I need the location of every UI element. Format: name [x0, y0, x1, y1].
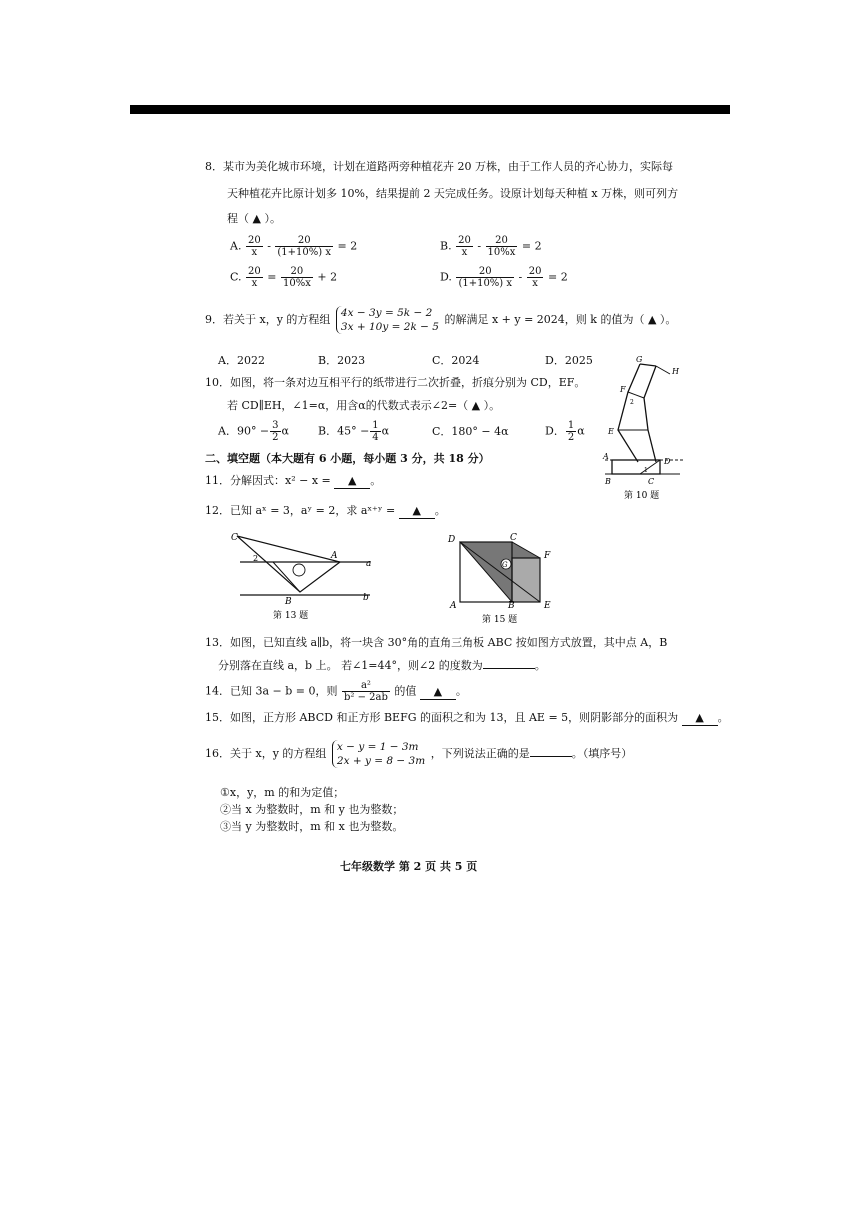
- q14-answer-blank[interactable]: ▲: [420, 685, 456, 700]
- q8-option-b[interactable]: B. $\frac{20}{x}$ - $\frac{20}{10\%x}$ = 2: [440, 235, 542, 258]
- fig10-label-c: C: [648, 477, 655, 486]
- q13-answer-blank[interactable]: [483, 668, 535, 669]
- q9-option-c[interactable]: C．2024: [432, 354, 480, 367]
- fig13-label-line-b: b: [363, 593, 369, 603]
- q16-item-1: ①x，y，m 的和为定值；: [220, 786, 345, 799]
- q8-line1: 8．某市为美化城市环境，计划在道路两旁种植花卉 20 万株，由于工作人员的齐心协力，实际每: [205, 160, 673, 173]
- fig10-label-b: B: [605, 477, 611, 486]
- fig10-label-1: 1: [644, 467, 648, 474]
- q16-stem: 16．关于 x，y 的方程组 x − y = 1 − 3m 2x + y = 8 − 3m ，下列说法正确的是 。（填序号）: [205, 741, 633, 767]
- fig13-label-b-point: B: [285, 597, 292, 607]
- q11-answer-blank[interactable]: ▲: [334, 474, 370, 489]
- fig10-caption: 第 10 题: [624, 491, 660, 501]
- fig13-label-line-a: a: [366, 559, 372, 569]
- section-2-heading: 二、填空题（本大题有 6 小题，每小题 3 分，共 18 分）: [205, 452, 490, 465]
- q13-line1: 13．如图，已知直线 a∥b，将一块含 30°角的直角三角板 ABC 按如图方式放置，其中点 A，B: [205, 636, 668, 649]
- q16-equation-system: x − y = 1 − 3m 2x + y = 8 − 3m: [332, 740, 425, 768]
- q15: 15．如图，正方形 ABCD 和正方形 BEFG 的面积之和为 13，且 AE = 5，则阴影部分的面积为 ▲ 。: [205, 711, 729, 724]
- q9-stem: 9．若关于 x，y 的方程组 4x − 3y = 5k − 2 3x + 10y = 2k − 5 的解满足 x + y = 2024，则 k 的值为（ ▲ ）。: [205, 307, 677, 333]
- fig10-label-2: 2: [630, 399, 634, 406]
- fig10-label-d: D: [664, 457, 671, 466]
- fig10-label-h: H: [672, 367, 679, 376]
- q9-option-a[interactable]: A．2022: [218, 354, 265, 367]
- q10-line1: 10．如图，将一条对边互相平行的纸带进行二次折叠，折痕分别为 CD，EF。: [205, 376, 586, 389]
- fig10-label-g: G: [636, 355, 643, 364]
- q12: 12．已知 aˣ = 3，aʸ = 2，求 aˣ⁺ʸ = ▲ 。: [205, 504, 446, 517]
- q14: 14．已知 3a − b = 0，则 $\frac{\text{a²}}{\text{b² − 2ab}}$ 的值 ▲ 。: [205, 680, 467, 703]
- fig15-label-b: B: [508, 601, 515, 611]
- fig15-label-c: C: [510, 533, 517, 543]
- q11: 11．分解因式：x² − x = ▲ 。: [205, 474, 382, 487]
- q13-line2: 分别落在直线 a，b 上。 若∠1=44°，则∠2 的度数为 。: [218, 659, 546, 672]
- fig15-label-g: G: [502, 561, 508, 569]
- q16-item-2: ②当 x 为整数时，m 和 y 也为整数；: [220, 803, 404, 816]
- page-top-bar: [130, 105, 730, 114]
- figure-13: [225, 530, 385, 625]
- q9-option-b[interactable]: B．2023: [318, 354, 366, 367]
- q16-answer-blank[interactable]: [530, 756, 572, 757]
- fig13-label-c: C: [231, 533, 238, 543]
- fig13-label-angle-2: 2: [253, 554, 259, 563]
- fig13-caption: 第 13 题: [273, 611, 309, 621]
- q12-answer-blank[interactable]: ▲: [399, 504, 435, 519]
- q10-option-a[interactable]: A．90° − $\frac{3}{2}$ α: [218, 420, 289, 443]
- figure-15: [440, 530, 565, 625]
- figure-10: [600, 352, 690, 502]
- q8-option-d[interactable]: D. $\frac{20}{(1+10\%) x}$ - $\frac{20}{x}$ = 2: [440, 266, 568, 289]
- fig10-label-e: E: [608, 427, 614, 436]
- fig10-label-f: F: [620, 385, 626, 394]
- fig15-label-f: F: [544, 551, 551, 561]
- q8-line2: 天种植花卉比原计划多 10%，结果提前 2 天完成任务。设原计划每天种植 x 万株，则可列方: [227, 187, 679, 200]
- fig15-caption: 第 15 题: [482, 615, 518, 625]
- fig15-label-a: A: [450, 601, 457, 611]
- fig13-label-a: A: [331, 551, 338, 561]
- page-footer: 七年级数学 第 2 页 共 5 页: [340, 860, 478, 873]
- q8-option-a[interactable]: A. $\frac{20}{x}$ - $\frac{20}{(1+10\%) x}$ = 2: [230, 235, 358, 258]
- q8-option-c[interactable]: C. $\frac{20}{x}$ = $\frac{20}{10\%x}$ + 2: [230, 266, 338, 289]
- q10-option-b[interactable]: B．45° − $\frac{1}{4}$ α: [318, 420, 390, 443]
- q10-option-c[interactable]: C．180° − 4α: [432, 425, 509, 438]
- fig15-label-d: D: [448, 535, 456, 545]
- q9-equation-system: 4x − 3y = 5k − 2 3x + 10y = 2k − 5: [336, 306, 439, 334]
- q8-line3: 程（ ▲ ）。: [227, 212, 281, 225]
- q9-option-d[interactable]: D．2025: [545, 354, 593, 367]
- fig15-label-e: E: [544, 601, 551, 611]
- q10-line2: 若 CD∥EH，∠1=α，用含α的代数式表示∠2=（ ▲ ）。: [227, 399, 501, 412]
- fig10-label-a: A: [603, 452, 609, 461]
- q10-option-d[interactable]: D． $\frac{1}{2}$ α: [545, 420, 585, 443]
- q16-item-3: ③当 y 为整数时，m 和 x 也为整数。: [220, 820, 404, 833]
- q15-answer-blank[interactable]: ▲: [682, 711, 718, 726]
